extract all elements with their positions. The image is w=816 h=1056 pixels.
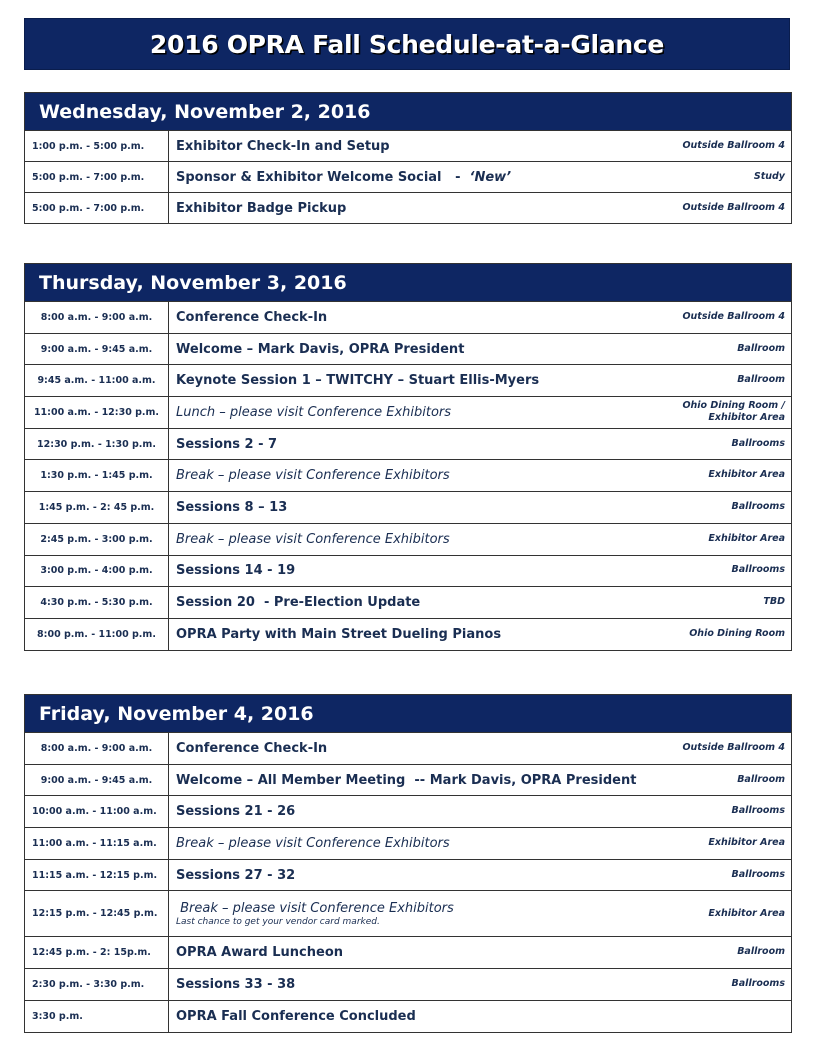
row-time: 9:00 a.m. - 9:45 a.m. xyxy=(25,765,169,796)
row-location xyxy=(651,969,791,1000)
row-event xyxy=(169,587,651,618)
location-text: Exhibitor Area xyxy=(708,837,785,848)
row-time: 12:30 p.m. - 1:30 p.m. xyxy=(25,429,169,460)
row-event xyxy=(169,765,651,796)
row-event xyxy=(169,131,651,161)
schedule-row xyxy=(25,130,791,161)
schedule-row xyxy=(25,890,791,936)
event-title: OPRA Fall Conference Concluded xyxy=(176,1008,416,1024)
row-event xyxy=(169,796,651,827)
row-location xyxy=(651,334,791,365)
schedule-row xyxy=(25,795,791,827)
schedule-row xyxy=(25,732,791,764)
location-text: Study xyxy=(753,170,785,182)
row-location xyxy=(651,860,791,891)
schedule-row xyxy=(25,192,791,223)
row-location xyxy=(651,891,791,936)
row-location xyxy=(651,193,791,223)
schedule-row xyxy=(25,618,791,650)
row-time: 9:00 a.m. - 9:45 a.m. xyxy=(25,334,169,365)
row-time: 12:45 p.m. - 2: 15p.m. xyxy=(25,937,169,968)
location-text: Ballrooms xyxy=(731,868,785,880)
row-location xyxy=(651,828,791,859)
row-time: 11:00 a.m. - 11:15 a.m. xyxy=(25,828,169,859)
location-text: Ballroom xyxy=(737,946,785,958)
row-event xyxy=(169,492,651,523)
row-event xyxy=(169,969,651,1000)
row-time: 8:00 a.m. - 9:00 a.m. xyxy=(25,302,169,333)
location-text: Ohio Dining Room xyxy=(689,627,785,639)
row-time: 5:00 p.m. - 7:00 p.m. xyxy=(25,193,169,223)
row-location xyxy=(651,937,791,968)
row-time: 3:30 p.m. xyxy=(25,1001,169,1032)
row-location xyxy=(651,1001,791,1032)
row-event xyxy=(169,460,651,491)
row-event xyxy=(169,365,651,396)
location-text: Outside Ballroom 4 xyxy=(682,741,785,753)
page-title: 2016 OPRA Fall Schedule-at-a-Glance xyxy=(149,29,665,59)
row-event xyxy=(169,733,651,764)
schedule-row xyxy=(25,968,791,1000)
row-event xyxy=(169,556,651,587)
location-text: Ohio Dining Room / xyxy=(682,399,785,411)
row-time: 5:00 p.m. - 7:00 p.m. xyxy=(25,162,169,192)
event-note: Last chance to get your vendor card marked. xyxy=(176,916,380,927)
event-title: Keynote Session 1 – TWITCHY – Stuart Ellis-Myers xyxy=(176,373,540,389)
row-location xyxy=(651,492,791,523)
row-location xyxy=(651,460,791,491)
location-text: Exhibitor Area xyxy=(708,469,785,481)
event-title: Break – please visit Conference Exhibitors xyxy=(176,468,450,484)
event-title: OPRA Award Luncheon xyxy=(176,945,344,961)
event-title: Break – please visit Conference Exhibitors xyxy=(176,900,454,916)
event-title-text: Sponsor & Exhibitor Welcome Social - xyxy=(176,169,470,185)
location-text: Outside Ballroom 4 xyxy=(682,310,785,322)
location-text-line2: Exhibitor Area xyxy=(708,412,785,424)
schedule-row xyxy=(25,1000,791,1032)
schedule-row xyxy=(25,555,791,587)
row-location xyxy=(651,796,791,827)
row-time: 8:00 a.m. - 9:00 a.m. xyxy=(25,733,169,764)
row-time: 9:45 a.m. - 11:00 a.m. xyxy=(25,365,169,396)
event-title: Exhibitor Check-In and Setup xyxy=(176,138,390,154)
row-event xyxy=(169,619,651,650)
location-text: Exhibitor Area xyxy=(708,907,785,919)
location-text: Ballrooms xyxy=(731,978,785,990)
row-location xyxy=(651,429,791,460)
schedule-row xyxy=(25,333,791,365)
event-title xyxy=(176,170,651,185)
schedule-row xyxy=(25,428,791,460)
schedule-row xyxy=(25,396,791,428)
schedule-row xyxy=(25,301,791,333)
row-event xyxy=(169,162,651,192)
row-event xyxy=(169,302,651,333)
day-heading: Wednesday, November 2, 2016 xyxy=(25,93,791,130)
schedule-row xyxy=(25,491,791,523)
row-event xyxy=(169,860,651,891)
row-time: 11:00 a.m. - 12:30 p.m. xyxy=(25,397,169,428)
row-event xyxy=(169,429,651,460)
location-text: Exhibitor Area xyxy=(708,532,785,544)
schedule-row xyxy=(25,523,791,555)
event-title: Sessions 2 - 7 xyxy=(176,436,278,452)
row-time: 4:30 p.m. - 5:30 p.m. xyxy=(25,587,169,618)
row-time: 1:45 p.m. - 2: 45 p.m. xyxy=(25,492,169,523)
location-text: TBD xyxy=(763,596,785,608)
event-title: Welcome – All Member Meeting -- Mark Davis, OPRA President xyxy=(176,772,637,788)
event-title: Sessions 27 - 32 xyxy=(176,867,296,883)
schedule-title-banner xyxy=(24,18,790,70)
row-location xyxy=(651,397,791,428)
schedule-row xyxy=(25,459,791,491)
event-title: Conference Check-In xyxy=(176,309,328,325)
row-event xyxy=(169,334,651,365)
row-location xyxy=(651,587,791,618)
day-heading: Thursday, November 3, 2016 xyxy=(25,264,791,301)
day-section-wednesday xyxy=(24,92,792,224)
row-location xyxy=(651,556,791,587)
event-title: Session 20 - Pre-Election Update xyxy=(176,595,421,611)
row-time: 1:30 p.m. - 1:45 p.m. xyxy=(25,460,169,491)
event-title: Sessions 8 – 13 xyxy=(176,499,288,515)
event-title: Break – please visit Conference Exhibitors xyxy=(176,835,450,851)
event-title: Exhibitor Badge Pickup xyxy=(176,200,347,216)
row-location xyxy=(651,733,791,764)
location-text: Ballroom xyxy=(737,342,785,354)
event-title: Break – please visit Conference Exhibitors xyxy=(176,531,450,547)
event-title: Sessions 14 - 19 xyxy=(176,563,296,579)
day-section-thursday xyxy=(24,263,792,651)
row-time: 12:15 p.m. - 12:45 p.m. xyxy=(25,891,169,936)
event-title: Lunch – please visit Conference Exhibitors xyxy=(176,404,452,420)
row-event xyxy=(169,397,651,428)
schedule-row xyxy=(25,364,791,396)
row-location xyxy=(651,302,791,333)
row-time: 3:00 p.m. - 4:00 p.m. xyxy=(25,556,169,587)
event-title: Sessions 21 - 26 xyxy=(176,804,296,820)
event-title: Conference Check-In xyxy=(176,740,328,756)
row-time: 11:15 a.m. - 12:15 p.m. xyxy=(25,860,169,891)
location-text: Ballroom xyxy=(737,773,785,785)
location-text: Ballrooms xyxy=(731,501,785,513)
row-event xyxy=(169,193,651,223)
row-location xyxy=(651,162,791,192)
event-title: Welcome – Mark Davis, OPRA President xyxy=(176,341,465,357)
row-time: 2:45 p.m. - 3:00 p.m. xyxy=(25,524,169,555)
location-text: Ballroom xyxy=(737,374,785,386)
row-location xyxy=(651,765,791,796)
location-text: Ballrooms xyxy=(731,437,785,449)
location-text: Outside Ballroom 4 xyxy=(682,201,785,213)
row-time: 8:00 p.m. - 11:00 p.m. xyxy=(25,619,169,650)
schedule-row xyxy=(25,586,791,618)
row-time: 2:30 p.m. - 3:30 p.m. xyxy=(25,969,169,1000)
row-event xyxy=(169,937,651,968)
day-heading: Friday, November 4, 2016 xyxy=(25,695,791,732)
location-text: Ballrooms xyxy=(731,805,785,817)
row-location xyxy=(651,365,791,396)
row-location xyxy=(651,619,791,650)
schedule-row xyxy=(25,764,791,796)
row-location xyxy=(651,131,791,161)
row-event xyxy=(169,524,651,555)
row-time: 1:00 p.m. - 5:00 p.m. xyxy=(25,131,169,161)
schedule-row xyxy=(25,936,791,968)
row-event xyxy=(169,1001,651,1032)
row-event xyxy=(169,828,651,859)
day-section-friday xyxy=(24,694,792,1033)
event-title: Sessions 33 - 38 xyxy=(176,976,296,992)
new-tag: ‘New’ xyxy=(469,169,512,185)
location-text: Outside Ballroom 4 xyxy=(682,139,785,151)
row-location xyxy=(651,524,791,555)
row-event xyxy=(169,891,651,936)
event-title: OPRA Party with Main Street Dueling Pianos xyxy=(176,626,502,642)
schedule-row xyxy=(25,827,791,859)
row-time: 10:00 a.m. - 11:00 a.m. xyxy=(25,796,169,827)
schedule-row xyxy=(25,859,791,891)
location-text: Ballrooms xyxy=(731,564,785,576)
schedule-row xyxy=(25,161,791,192)
